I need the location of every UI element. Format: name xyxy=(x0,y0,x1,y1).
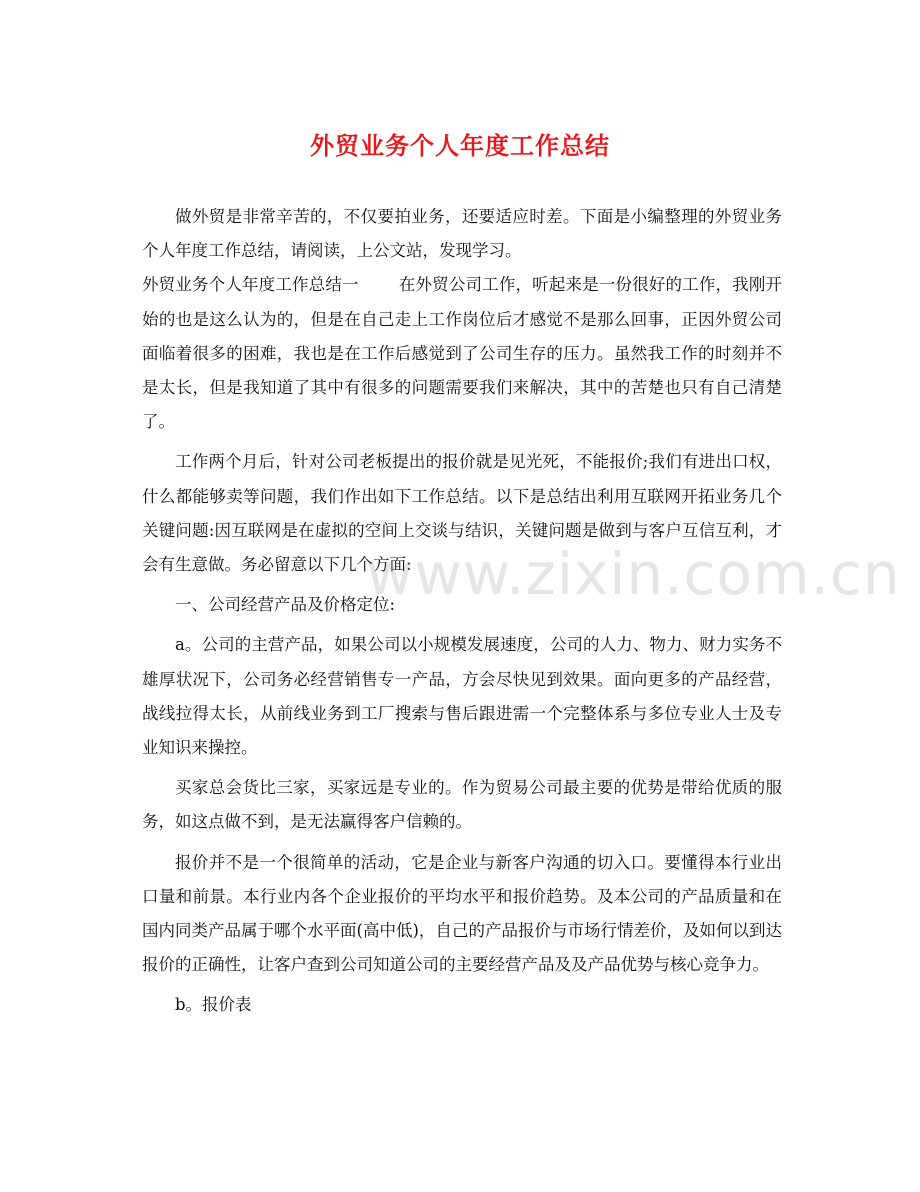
section-one-paragraph xyxy=(142,268,782,439)
paragraph-3: 一、公司经营产品及价格定位: xyxy=(175,595,396,615)
document-title: 外贸业务个人年度工作总结 xyxy=(310,131,610,160)
paragraph-2: 工作两个月后，针对公司老板提出的报价就是见光死，不能报价;我们有进出口权，什么都能够卖等问题，我们作出如下工作总结。以下是总结出利用互联网开拓业务几个关键问题:因互联网是在虚拟的空间上交谈与结识，关键问题是做到与客户互信互利，才会有生意做。务必留意以下几个方面: xyxy=(142,452,782,575)
section-heading: 外贸业务个人年度工作总结一 xyxy=(142,275,359,295)
paragraph-6: 报价并不是一个很简单的活动，它是企业与新客户沟通的切入口。要懂得本行业出口量和前景。本行业内各个企业报价的平均水平和报价趋势。及本公司的产品质量和在国内同类产品属于哪个水平面(高中低)，自己的产品报价与市场行情差价，及如何以到达报价的正确性，让客户查到公司知道公司的主要经营产品及及产品优势与核心竞争力。 xyxy=(142,852,782,975)
section-first-text: 在外贸公司工作，听起来是一份很好的工作，我刚开始的也是这么认为的，但是在自己走上工作岗位后才感觉不是那么回事，正因外贸公司面临着很多的困难，我也是在工作后感觉到了公司生存的压力。虽然我工作的时刻并不是太长，但是我知道了其中有很多的问题需要我们来解决，其中的苦楚也只有自己清楚了。 xyxy=(142,275,783,432)
watermark: www.zixin.com.cn xyxy=(366,540,901,608)
document-body xyxy=(142,200,782,1023)
intro-paragraph: 做外贸是非常辛苦的，不仅要拍业务，还要适应时差。下面是小编整理的外贸业务个人年度工作总结，请阅读，上公文站，发现学习。 xyxy=(142,207,782,261)
paragraph-7: b。报价表 xyxy=(175,995,252,1015)
paragraph-4: a。公司的主营产品，如果公司以小规模发展速度，公司的人力、物力、财力实务不雄厚状况下，公司务必经营销售专一产品，方会尽快见到效果。面向更多的产品经营，战线拉得太长，从前线业务到工厂搜索与售后跟进需一个完整体系与多位专业人士及专业知识来操控。 xyxy=(142,635,782,758)
paragraph-5: 买家总会货比三家，买家远是专业的。作为贸易公司最主要的优势是带给优质的服务，如这点做不到，是无法赢得客户信赖的。 xyxy=(142,778,782,832)
